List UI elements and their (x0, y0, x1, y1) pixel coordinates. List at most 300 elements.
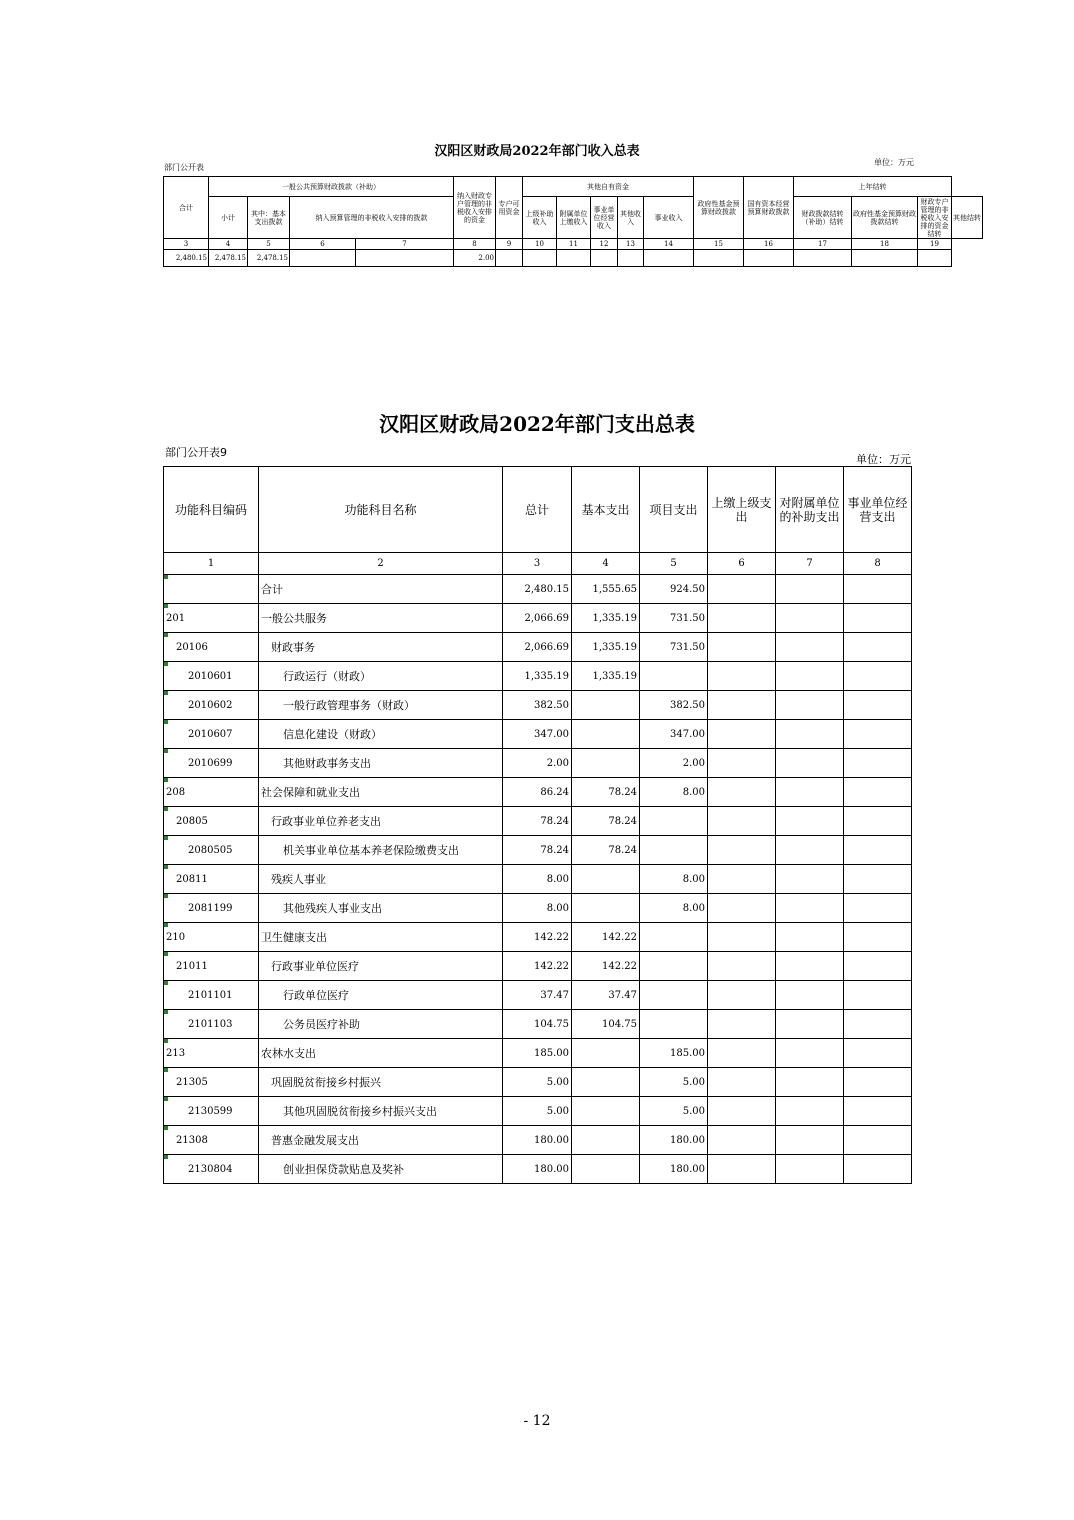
row-basic (572, 1155, 640, 1184)
page-number: - 12 (523, 1413, 551, 1429)
table-row (164, 981, 912, 1010)
row-project: 180.00 (640, 1126, 708, 1155)
row-empty (844, 575, 912, 604)
row-empty (776, 1155, 844, 1184)
row-name: 巩固脱贫衔接乡村振兴 (259, 1068, 503, 1097)
row-project: 180.00 (640, 1155, 708, 1184)
row-code (164, 807, 259, 836)
income-index-cell: 12 (591, 239, 618, 250)
row-code-text: 213 (166, 1047, 186, 1059)
row-empty (708, 836, 776, 865)
income-header-carry-special: 财政专户管理的非税收入安排的资金结转 (918, 197, 952, 239)
row-code-text: 2130599 (188, 1105, 233, 1117)
income-basic-value: 2,478.15 (248, 250, 290, 267)
row-project: 8.00 (640, 778, 708, 807)
table-row (164, 778, 912, 807)
row-empty (776, 865, 844, 894)
comment-marker-icon (164, 604, 168, 608)
comment-marker-icon (164, 1010, 168, 1014)
row-name: 机关事业单位基本养老保险缴费支出 (259, 836, 503, 865)
row-name: 其他巩固脱贫衔接乡村振兴支出 (259, 1097, 503, 1126)
expense-header-project: 项目支出 (640, 467, 708, 553)
row-basic (572, 1068, 640, 1097)
income-table-unit-label: 单位：万元 (874, 158, 914, 167)
comment-marker-icon (164, 923, 168, 927)
income-index-row (164, 239, 983, 250)
comment-marker-icon (164, 836, 168, 840)
row-code (164, 952, 259, 981)
expense-index-cell: 6 (708, 553, 776, 575)
income-index-cell: 10 (523, 239, 557, 250)
row-empty (776, 575, 844, 604)
row-total: 142.22 (503, 952, 572, 981)
income-empty-cell (356, 250, 454, 267)
row-code (164, 1155, 259, 1184)
row-name: 普惠金融发展支出 (259, 1126, 503, 1155)
row-empty (776, 1010, 844, 1039)
income-empty-cell (744, 250, 794, 267)
row-total: 2.00 (503, 749, 572, 778)
row-code (164, 662, 259, 691)
income-header-nontax-alloc: 纳入预算管理的非税收入安排的拨款 (290, 197, 454, 239)
row-empty (844, 1039, 912, 1068)
row-basic (572, 1039, 640, 1068)
expense-header-basic: 基本支出 (572, 467, 640, 553)
row-basic: 1,555.65 (572, 575, 640, 604)
row-code-text: 20811 (176, 873, 208, 885)
row-name: 信息化建设（财政） (259, 720, 503, 749)
income-table-title: 汉阳区财政局2022年部门收入总表 (434, 144, 640, 159)
row-basic: 78.24 (572, 836, 640, 865)
row-name: 行政事业单位医疗 (259, 952, 503, 981)
row-project (640, 836, 708, 865)
income-empty-cell (591, 250, 618, 267)
row-name: 其他财政事务支出 (259, 749, 503, 778)
row-code (164, 1097, 259, 1126)
row-empty (844, 1068, 912, 1097)
income-header-carry-gov-fund: 政府性基金预算财政拨款结转 (852, 197, 918, 239)
row-basic: 78.24 (572, 807, 640, 836)
row-empty (708, 1068, 776, 1097)
row-project: 347.00 (640, 720, 708, 749)
expense-table (163, 466, 912, 1184)
row-code-text: 2010601 (188, 670, 233, 682)
income-index-cell: 5 (248, 239, 290, 250)
income-header-total: 合计 (164, 177, 209, 239)
table-row (164, 720, 912, 749)
row-code (164, 865, 259, 894)
comment-marker-icon (164, 778, 168, 782)
row-empty (708, 604, 776, 633)
expense-table-code-label: 部门公开表9 (165, 446, 227, 459)
row-empty (776, 981, 844, 1010)
income-index-cell: 3 (164, 239, 209, 250)
row-empty (844, 691, 912, 720)
row-empty (776, 662, 844, 691)
table-row (164, 1039, 912, 1068)
row-name: 一般公共服务 (259, 604, 503, 633)
row-basic (572, 1126, 640, 1155)
table-row (164, 807, 912, 836)
income-index-cell: 18 (852, 239, 918, 250)
row-total: 8.00 (503, 865, 572, 894)
income-index-cell: 7 (356, 239, 454, 250)
income-empty-cell (644, 250, 694, 267)
table-row (164, 1068, 912, 1097)
row-total: 347.00 (503, 720, 572, 749)
expense-header-business: 事业单位经营支出 (844, 467, 912, 553)
row-basic (572, 749, 640, 778)
row-project (640, 923, 708, 952)
row-empty (708, 1010, 776, 1039)
row-project: 185.00 (640, 1039, 708, 1068)
row-total: 2,480.15 (503, 575, 572, 604)
row-empty (844, 807, 912, 836)
row-empty (776, 894, 844, 923)
row-empty (708, 1097, 776, 1126)
income-header-other-group: 其他自有资金 (523, 177, 694, 197)
expense-index-cell: 4 (572, 553, 640, 575)
expense-header-affiliated: 对附属单位的补助支出 (776, 467, 844, 553)
table-row (164, 836, 912, 865)
row-total: 78.24 (503, 807, 572, 836)
income-index-cell: 15 (694, 239, 744, 250)
row-name: 社会保障和就业支出 (259, 778, 503, 807)
row-total: 180.00 (503, 1155, 572, 1184)
row-total: 8.00 (503, 894, 572, 923)
table-row (164, 633, 912, 662)
row-empty (844, 836, 912, 865)
income-table (163, 176, 983, 267)
income-header-general-group: 一般公共预算财政拨款（补助） (209, 177, 454, 197)
row-code-text: 2010607 (188, 728, 233, 740)
income-empty-cell (557, 250, 591, 267)
expense-header-code: 功能科目编码 (164, 467, 259, 553)
row-code (164, 720, 259, 749)
row-total: 5.00 (503, 1097, 572, 1126)
table-row (164, 1010, 912, 1039)
row-code (164, 1126, 259, 1155)
row-code (164, 633, 259, 662)
row-code (164, 691, 259, 720)
expense-index-cell: 5 (640, 553, 708, 575)
table-row (164, 894, 912, 923)
income-table-code-label: 部门公开表 (164, 163, 204, 172)
row-empty (844, 720, 912, 749)
row-basic: 78.24 (572, 778, 640, 807)
row-empty (708, 691, 776, 720)
row-total: 185.00 (503, 1039, 572, 1068)
row-empty (844, 1010, 912, 1039)
expense-index-cell: 3 (503, 553, 572, 575)
expense-header-name: 功能科目名称 (259, 467, 503, 553)
row-basic: 37.47 (572, 981, 640, 1010)
income-header-affiliated-income: 附属单位上缴收入 (557, 197, 591, 239)
row-total: 86.24 (503, 778, 572, 807)
row-code-text: 20805 (176, 815, 208, 827)
expense-index-cell: 7 (776, 553, 844, 575)
row-project (640, 662, 708, 691)
row-project: 5.00 (640, 1097, 708, 1126)
comment-marker-icon (164, 981, 168, 985)
comment-marker-icon (164, 1097, 168, 1101)
row-project: 382.50 (640, 691, 708, 720)
comment-marker-icon (164, 662, 168, 666)
comment-marker-icon (164, 865, 168, 869)
income-header-business-op: 事业收入 (644, 197, 694, 239)
row-code (164, 1010, 259, 1039)
row-project: 8.00 (640, 894, 708, 923)
row-basic: 1,335.19 (572, 604, 640, 633)
table-row (164, 749, 912, 778)
row-empty (844, 662, 912, 691)
income-gov-fund-value: 2.00 (454, 250, 496, 267)
row-empty (708, 807, 776, 836)
row-name: 行政单位医疗 (259, 981, 503, 1010)
row-empty (844, 749, 912, 778)
income-header-state-capital: 国有资本经营预算财政拨款 (744, 177, 794, 239)
row-name: 残疾人事业 (259, 865, 503, 894)
row-project (640, 1010, 708, 1039)
row-project: 2.00 (640, 749, 708, 778)
row-empty (776, 749, 844, 778)
row-total: 78.24 (503, 836, 572, 865)
table-row (164, 575, 912, 604)
row-code-text: 21011 (176, 960, 208, 972)
income-header-gov-fund: 专户可用资金 (496, 177, 523, 239)
row-code (164, 604, 259, 633)
row-empty (844, 952, 912, 981)
income-index-cell: 6 (290, 239, 356, 250)
row-basic (572, 865, 640, 894)
income-index-cell: 16 (744, 239, 794, 250)
row-basic: 1,335.19 (572, 633, 640, 662)
row-name: 行政事业单位养老支出 (259, 807, 503, 836)
row-empty (844, 633, 912, 662)
row-name: 公务员医疗补助 (259, 1010, 503, 1039)
expense-index-cell: 1 (164, 553, 259, 575)
row-name: 卫生健康支出 (259, 923, 503, 952)
row-code-text: 210 (166, 931, 186, 943)
row-name: 行政运行（财政） (259, 662, 503, 691)
income-index-cell: 17 (794, 239, 852, 250)
row-empty (708, 1155, 776, 1184)
income-index-cell: 13 (618, 239, 644, 250)
row-empty (844, 604, 912, 633)
income-header-other-income: 其他收入 (618, 197, 644, 239)
row-total: 142.22 (503, 923, 572, 952)
income-index-cell: 14 (644, 239, 694, 250)
row-total: 180.00 (503, 1126, 572, 1155)
row-basic: 142.22 (572, 952, 640, 981)
row-total: 1,335.19 (503, 662, 572, 691)
income-header-subtotal: 小计 (209, 197, 248, 239)
row-code-text: 201 (166, 612, 186, 624)
row-code-text: 20106 (176, 641, 208, 653)
row-basic (572, 691, 640, 720)
row-empty (776, 604, 844, 633)
row-total: 5.00 (503, 1068, 572, 1097)
income-index-cell: 9 (496, 239, 523, 250)
row-project: 924.50 (640, 575, 708, 604)
row-empty (844, 1155, 912, 1184)
income-total-value: 2,480.15 (164, 250, 209, 267)
row-code (164, 575, 259, 604)
table-row (164, 923, 912, 952)
row-project: 5.00 (640, 1068, 708, 1097)
income-header-gov-fund-budget: 政府性基金预算财政拨款 (694, 177, 744, 239)
row-code (164, 1068, 259, 1097)
row-empty (708, 894, 776, 923)
row-name: 一般行政管理事务（财政） (259, 691, 503, 720)
row-project (640, 807, 708, 836)
row-code-text: 21305 (176, 1076, 208, 1088)
row-code (164, 923, 259, 952)
income-empty-cell (496, 250, 523, 267)
comment-marker-icon (164, 894, 168, 898)
income-header-business-income: 事业单位经营收入 (591, 197, 618, 239)
income-index-cell: 19 (918, 239, 952, 250)
income-empty-cell (694, 250, 744, 267)
row-name: 财政事务 (259, 633, 503, 662)
comment-marker-icon (164, 952, 168, 956)
table-row (164, 952, 912, 981)
row-empty (844, 1097, 912, 1126)
row-empty (708, 662, 776, 691)
row-empty (708, 1126, 776, 1155)
income-empty-cell (852, 250, 918, 267)
row-empty (708, 923, 776, 952)
income-header-special-fund: 纳入财政专户管理的非税收入安排的资金 (454, 177, 496, 239)
row-total: 104.75 (503, 1010, 572, 1039)
row-empty (708, 981, 776, 1010)
row-empty (844, 923, 912, 952)
expense-header-superior: 上缴上级支出 (708, 467, 776, 553)
row-empty (844, 981, 912, 1010)
row-empty (708, 865, 776, 894)
row-code (164, 981, 259, 1010)
row-empty (776, 952, 844, 981)
row-basic: 1,335.19 (572, 662, 640, 691)
income-index-cell: 4 (209, 239, 248, 250)
comment-marker-icon (164, 1126, 168, 1130)
comment-marker-icon (164, 575, 168, 579)
income-index-cell: 11 (557, 239, 591, 250)
expense-header-row (164, 467, 912, 553)
row-code (164, 836, 259, 865)
income-header-carry-general: 财政拨款结转（补助）结转 (794, 197, 852, 239)
row-name: 农林水支出 (259, 1039, 503, 1068)
row-empty (776, 836, 844, 865)
row-code-text: 2101103 (188, 1018, 233, 1030)
row-empty (708, 952, 776, 981)
row-project: 8.00 (640, 865, 708, 894)
row-empty (844, 778, 912, 807)
row-empty (776, 778, 844, 807)
row-project (640, 952, 708, 981)
row-code-text: 208 (166, 786, 186, 798)
income-empty-cell (794, 250, 852, 267)
row-empty (776, 923, 844, 952)
comment-marker-icon (164, 1068, 168, 1072)
expense-index-cell: 2 (259, 553, 503, 575)
row-empty (708, 778, 776, 807)
table-row (164, 662, 912, 691)
income-header-basic-alloc: 其中：基本支出拨款 (248, 197, 290, 239)
table-row (164, 1126, 912, 1155)
income-empty-cell (618, 250, 644, 267)
row-empty (776, 1068, 844, 1097)
row-total: 37.47 (503, 981, 572, 1010)
row-total: 382.50 (503, 691, 572, 720)
row-code-text: 2080505 (188, 844, 233, 856)
row-basic (572, 894, 640, 923)
income-header-carry-group: 上年结转 (794, 177, 952, 197)
row-empty (708, 575, 776, 604)
row-project (640, 981, 708, 1010)
income-empty-cell (290, 250, 356, 267)
row-empty (776, 1126, 844, 1155)
table-row (164, 1097, 912, 1126)
table-row (164, 604, 912, 633)
row-code (164, 749, 259, 778)
row-code-text: 2010602 (188, 699, 233, 711)
comment-marker-icon (164, 720, 168, 724)
row-code-text: 2081199 (188, 902, 233, 914)
income-header-superior-subsidy: 上级补助收入 (523, 197, 557, 239)
row-code-text: 2101101 (188, 989, 233, 1001)
comment-marker-icon (164, 807, 168, 811)
income-data-row (164, 250, 983, 267)
comment-marker-icon (164, 691, 168, 695)
row-basic: 142.22 (572, 923, 640, 952)
row-empty (776, 1039, 844, 1068)
row-empty (708, 749, 776, 778)
table-row (164, 691, 912, 720)
row-basic (572, 1097, 640, 1126)
comment-marker-icon (164, 1039, 168, 1043)
row-empty (708, 1039, 776, 1068)
row-empty (844, 1126, 912, 1155)
row-empty (776, 691, 844, 720)
expense-index-cell: 8 (844, 553, 912, 575)
row-empty (776, 633, 844, 662)
row-empty (708, 720, 776, 749)
income-empty-cell (523, 250, 557, 267)
expense-header-total: 总计 (503, 467, 572, 553)
row-code (164, 1039, 259, 1068)
income-empty-cell (918, 250, 952, 267)
row-empty (844, 894, 912, 923)
row-empty (844, 865, 912, 894)
income-subtotal-value: 2,478.15 (209, 250, 248, 267)
income-header-carry-other: 其他结转 (952, 197, 983, 239)
row-name: 创业担保贷款贴息及奖补 (259, 1155, 503, 1184)
row-project: 731.50 (640, 604, 708, 633)
row-code (164, 778, 259, 807)
row-basic: 104.75 (572, 1010, 640, 1039)
row-name: 合计 (259, 575, 503, 604)
row-empty (776, 1097, 844, 1126)
expense-table-unit-label: 单位：万元 (856, 453, 911, 466)
comment-marker-icon (164, 1155, 168, 1159)
row-basic (572, 720, 640, 749)
row-total: 2,066.69 (503, 633, 572, 662)
row-code-text: 2130804 (188, 1163, 233, 1175)
row-code-text: 21308 (176, 1134, 208, 1146)
row-code (164, 894, 259, 923)
row-name: 其他残疾人事业支出 (259, 894, 503, 923)
